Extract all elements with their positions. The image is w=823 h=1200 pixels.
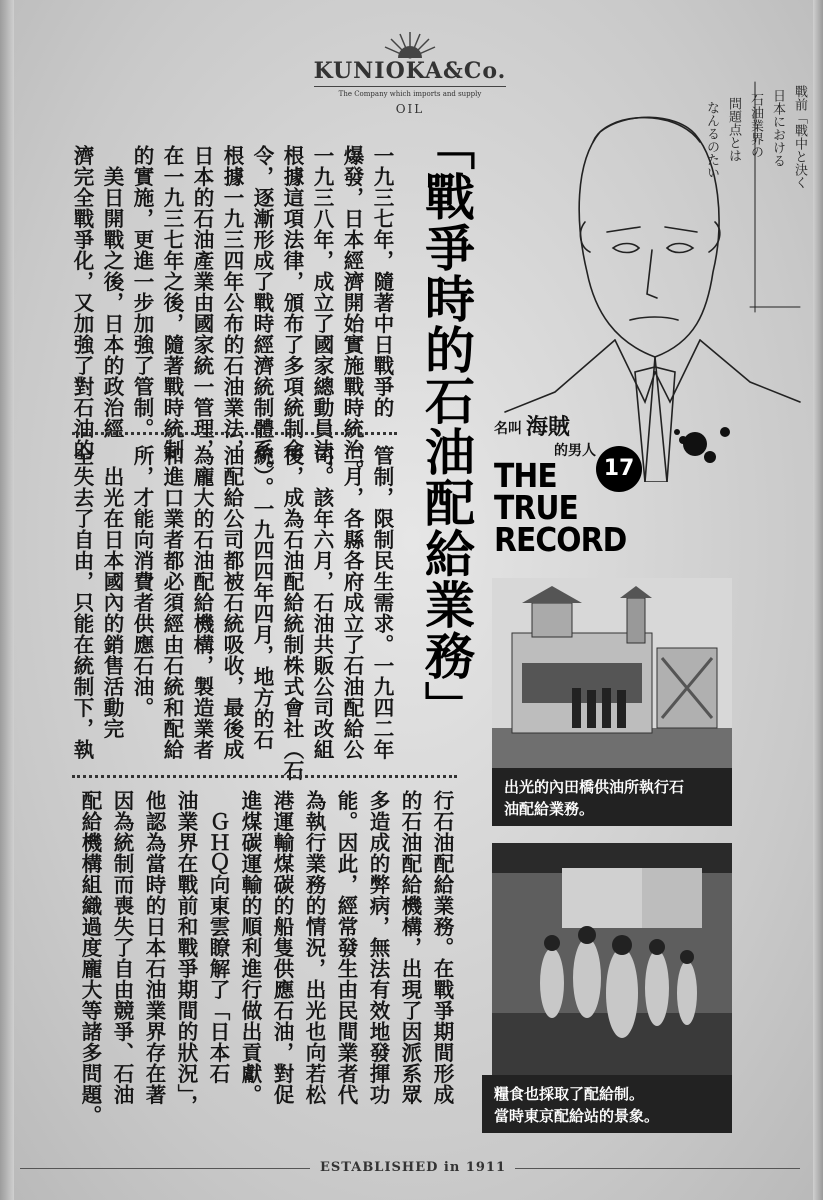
text-column: 進煤碳運輸的順利進行做出貢獻。: [238, 790, 262, 1105]
series-prefix: 名叫: [494, 421, 522, 437]
divider-middle: [72, 775, 457, 778]
series-line1: THE: [494, 456, 557, 495]
text-column: 和進口業者都必須經由石統和配給: [160, 445, 184, 760]
text-column: ＧＨＱ向東雲瞭解了「日本石: [206, 790, 230, 1084]
text-column: 配給機構組織過度龐大等諸多問題。: [78, 790, 102, 1126]
caption-photo1-line2: 油配給業務。: [504, 800, 595, 818]
article-title: 「戰爭時的石油配給業務」: [417, 120, 475, 732]
header-logo: [300, 30, 520, 120]
text-column: 令，逐漸形成了戰時經濟統制體系。: [250, 145, 274, 481]
text-column: 油業界在戰前和戰爭期間的狀況」，: [174, 790, 198, 1116]
page-edge-left: [0, 0, 14, 1200]
photo-gas-station: [492, 578, 732, 768]
caption-photo2-line1: 糧食也採取了配給制。: [494, 1085, 645, 1103]
sketch-note-line: なんるのたい: [704, 101, 719, 179]
text-column: 全失去了自由，只能在統制下，執: [70, 445, 94, 760]
series-logo: [492, 410, 692, 560]
text-column: 二月，各縣各府成立了石油配給公: [340, 445, 364, 760]
sketch-note-line: 問題点とは: [726, 97, 741, 162]
text-column: 行石油配給業務。在戰爭期間形成: [430, 790, 454, 1105]
brand-sub: OIL: [395, 102, 425, 116]
caption-photo2: [482, 1075, 732, 1133]
brand-tagline: The Company which imports and supply: [338, 90, 482, 98]
text-column: 後，成為石油配給統制株式會社（石: [280, 445, 304, 781]
page-edge-right: [813, 0, 823, 1200]
divider-top: [72, 432, 397, 435]
text-column: 的實施，更進一步加強了管制。: [130, 145, 154, 439]
text-column: 日本的石油產業由國家統一管理，: [190, 145, 214, 460]
series-kaizoku: 海賊: [526, 414, 571, 440]
sketch-note-line: 日本における: [770, 89, 785, 167]
chapter-number-badge: 17: [596, 446, 642, 492]
sketch-note-line: 戰前「戰中と決く: [792, 85, 807, 189]
series-line2: TRUE: [494, 488, 578, 527]
text-column: 多造成的弊病，無法有效地發揮功: [366, 790, 390, 1105]
text-column: 統）。一九四四年四月，地方的石: [250, 445, 274, 750]
header-rule: [314, 86, 506, 87]
text-column: 美日開戰之後，日本的政治經: [100, 145, 124, 439]
caption-photo1: [492, 768, 732, 826]
text-column: 因為統制而喪失了自由競爭、石油: [110, 790, 134, 1105]
text-column: 所，才能向消費者供應石油。: [130, 445, 154, 718]
text-column: 在一九三七年之後，隨著戰時統制: [160, 145, 184, 460]
series-line3: RECORD: [494, 520, 627, 559]
text-column: 一九三七年，隨著中日戰爭的: [370, 145, 394, 418]
sunburst-icon: [380, 30, 440, 60]
text-column: 能。因此，經常發生由民間業者代: [334, 790, 358, 1105]
series-no: 的男人: [554, 443, 596, 459]
text-column: 他認為當時的日本石油業界存在著: [142, 790, 166, 1105]
sketch-note-line: 石油業界の: [748, 93, 763, 158]
text-column: 一九三八年，成立了國家總動員法，: [310, 145, 334, 481]
footer-rule-left: [20, 1168, 310, 1169]
footer: [0, 1160, 823, 1180]
text-column: 爆發，日本經濟開始實施戰時統治。: [340, 145, 364, 481]
text-column: 管制，限制民生需求。一九四二年: [370, 445, 394, 760]
text-column: 根據一九三四年公布的石油業法，: [220, 145, 244, 460]
text-column: 油配給公司都被石統吸收，最後成: [220, 445, 244, 760]
caption-photo1-line1: 出光的內田橋供油所執行石: [504, 778, 685, 796]
text-column: 根據這項法律，頒布了多項統制命: [280, 145, 304, 460]
text-column: 濟完全戰爭化，又加強了對石油的: [70, 145, 94, 460]
text-column: 港運輸煤碳的船隻供應石油，對促: [270, 790, 294, 1105]
text-column: 為龐大的石油配給機構，製造業者: [190, 445, 214, 760]
caption-photo2-line2: 當時東京配給站的景象。: [494, 1107, 660, 1125]
text-column: 出光在日本國內的銷售活動完: [100, 445, 124, 739]
text-column: 的石油配給機構，出現了因派系眾: [398, 790, 422, 1105]
footer-text: ESTABLISHED in 1911: [319, 1160, 507, 1175]
brand-name: KUNIOKA&Co.: [313, 58, 507, 84]
text-column: 司。該年六月，石油共販公司改組: [310, 445, 334, 760]
footer-rule-right: [515, 1168, 800, 1169]
photo-ration-station: [492, 843, 732, 1075]
text-column: 為執行業務的情況，出光也向若松: [302, 790, 326, 1105]
